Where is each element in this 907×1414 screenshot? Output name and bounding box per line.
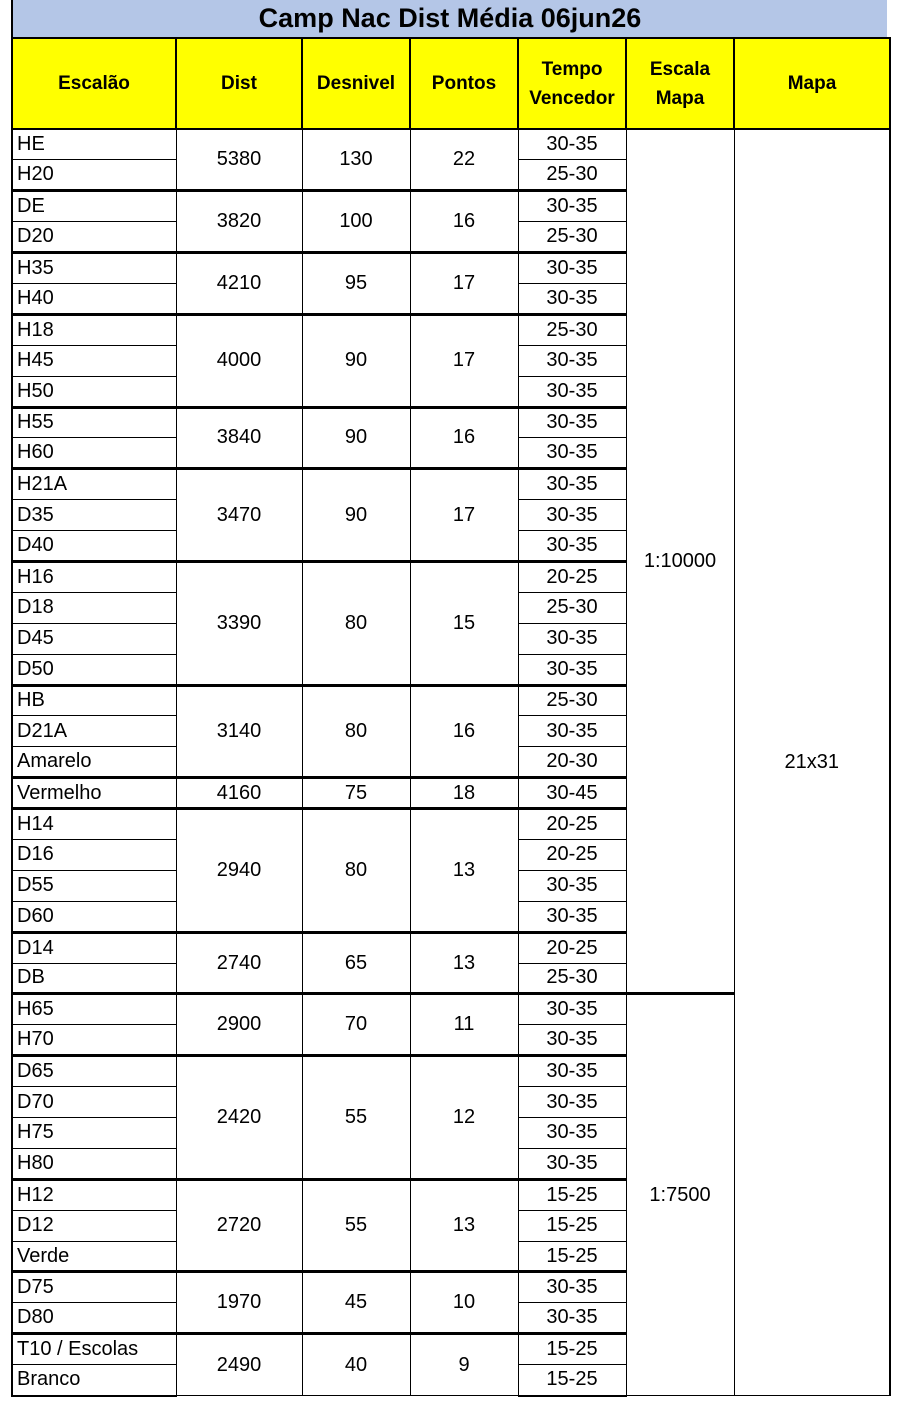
cell-tempo-vencedor: 30-35 [518,1272,626,1303]
cell-escalao: H50 [12,376,176,407]
cell-escalao: DE [12,191,176,222]
cell-escalao: H16 [12,561,176,592]
cell-escalao: D45 [12,623,176,654]
cell-tempo-vencedor: 30-35 [518,531,626,562]
header-escala-line2: Mapa [655,87,705,109]
cell-escalao: D60 [12,901,176,932]
header-tempo-line2: Vencedor [529,87,615,109]
header-desnivel: Desnivel [302,38,410,129]
cell-escalao: Vermelho [12,778,176,809]
cell-escalao: H55 [12,407,176,438]
cell-desnivel: 100 [302,191,410,253]
cell-pontos: 13 [410,1179,518,1272]
cell-tempo-vencedor: 30-35 [518,500,626,531]
cell-escalao: D14 [12,932,176,963]
cell-pontos: 13 [410,809,518,933]
cell-pontos: 17 [410,314,518,407]
cell-tempo-vencedor: 30-35 [518,870,626,901]
cell-escalao: H70 [12,1025,176,1056]
cell-tempo-vencedor: 15-25 [518,1210,626,1241]
cell-escala-mapa: 1:10000 [626,129,734,994]
cell-tempo-vencedor: 30-35 [518,129,626,160]
cell-tempo-vencedor: 25-30 [518,963,626,994]
cell-dist: 3470 [176,469,302,562]
cell-tempo-vencedor: 25-30 [518,314,626,345]
cell-tempo-vencedor: 20-25 [518,561,626,592]
cell-tempo-vencedor: 30-35 [518,345,626,376]
cell-desnivel: 55 [302,1179,410,1272]
cell-desnivel: 40 [302,1334,410,1396]
course-table [11,37,891,1397]
cell-pontos: 13 [410,932,518,994]
cell-dist: 1970 [176,1272,302,1334]
header-escala-line1: Escala [649,58,711,80]
cell-tempo-vencedor: 20-25 [518,932,626,963]
cell-pontos: 15 [410,561,518,685]
cell-tempo-vencedor: 15-25 [518,1179,626,1210]
cell-pontos: 11 [410,994,518,1056]
cell-pontos: 10 [410,1272,518,1334]
cell-escalao: D16 [12,839,176,870]
cell-pontos: 16 [410,685,518,778]
cell-desnivel: 75 [302,778,410,809]
cell-tempo-vencedor: 20-30 [518,747,626,778]
cell-dist: 2420 [176,1056,302,1180]
header-dist: Dist [176,38,302,129]
cell-escalao: D80 [12,1303,176,1334]
cell-tempo-vencedor: 30-35 [518,623,626,654]
cell-mapa: 21x31 [734,129,890,1396]
cell-dist: 3390 [176,561,302,685]
header-escala-mapa [626,38,734,129]
cell-tempo-vencedor: 30-35 [518,191,626,222]
cell-desnivel: 90 [302,407,410,469]
cell-desnivel: 80 [302,685,410,778]
cell-tempo-vencedor: 30-35 [518,1025,626,1056]
cell-pontos: 18 [410,778,518,809]
cell-dist: 3820 [176,191,302,253]
cell-escalao: D12 [12,1210,176,1241]
cell-tempo-vencedor: 30-35 [518,283,626,314]
cell-desnivel: 80 [302,809,410,933]
cell-tempo-vencedor: 30-35 [518,253,626,284]
cell-tempo-vencedor: 25-30 [518,592,626,623]
cell-pontos: 16 [410,407,518,469]
cell-tempo-vencedor: 30-35 [518,901,626,932]
cell-dist: 4000 [176,314,302,407]
cell-escalao: H21A [12,469,176,500]
cell-tempo-vencedor: 20-25 [518,839,626,870]
cell-escalao: H14 [12,809,176,840]
cell-tempo-vencedor: 15-25 [518,1241,626,1272]
cell-escalao: D75 [12,1272,176,1303]
cell-tempo-vencedor: 15-25 [518,1334,626,1365]
cell-tempo-vencedor: 30-35 [518,994,626,1025]
cell-pontos: 12 [410,1056,518,1180]
cell-escalao: H12 [12,1179,176,1210]
cell-desnivel: 90 [302,469,410,562]
header-tempo-vencedor [518,38,626,129]
cell-tempo-vencedor: 20-25 [518,809,626,840]
cell-pontos: 22 [410,129,518,191]
cell-escalao: Amarelo [12,747,176,778]
cell-escalao: H45 [12,345,176,376]
cell-tempo-vencedor: 25-30 [518,685,626,716]
cell-desnivel: 55 [302,1056,410,1180]
table-body [12,129,890,1396]
cell-escalao: D21A [12,716,176,747]
cell-escalao: D50 [12,654,176,685]
cell-dist: 5380 [176,129,302,191]
cell-tempo-vencedor: 15-25 [518,1365,626,1396]
cell-desnivel: 80 [302,561,410,685]
cell-pontos: 17 [410,253,518,315]
cell-dist: 4210 [176,253,302,315]
cell-tempo-vencedor: 30-35 [518,1056,626,1087]
cell-escalao: H40 [12,283,176,314]
cell-pontos: 17 [410,469,518,562]
cell-tempo-vencedor: 30-35 [518,469,626,500]
cell-escalao: D18 [12,592,176,623]
cell-escalao: H65 [12,994,176,1025]
cell-desnivel: 45 [302,1272,410,1334]
cell-dist: 3140 [176,685,302,778]
header-tempo-line1: Tempo [541,58,603,80]
header-escalao: Escalão [12,38,176,129]
cell-escalao: Verde [12,1241,176,1272]
cell-desnivel: 65 [302,932,410,994]
cell-tempo-vencedor: 25-30 [518,160,626,191]
cell-escalao: D40 [12,531,176,562]
header-row [12,38,890,129]
cell-escala-mapa: 1:7500 [626,994,734,1396]
cell-pontos: 16 [410,191,518,253]
cell-escalao: HE [12,129,176,160]
cell-tempo-vencedor: 30-35 [518,376,626,407]
cell-escalao: T10 / Escolas [12,1334,176,1365]
cell-escalao: H20 [12,160,176,191]
cell-dist: 3840 [176,407,302,469]
cell-tempo-vencedor: 30-35 [518,1303,626,1334]
cell-pontos: 9 [410,1334,518,1396]
cell-tempo-vencedor: 30-45 [518,778,626,809]
cell-tempo-vencedor: 30-35 [518,716,626,747]
cell-dist: 2490 [176,1334,302,1396]
page-title: Camp Nac Dist Média 06jun26 [11,0,887,38]
cell-tempo-vencedor: 30-35 [518,654,626,685]
cell-desnivel: 130 [302,129,410,191]
cell-dist: 2940 [176,809,302,933]
cell-escalao: D70 [12,1087,176,1118]
cell-dist: 2900 [176,994,302,1056]
header-mapa: Mapa [734,38,890,129]
cell-tempo-vencedor: 25-30 [518,222,626,253]
cell-tempo-vencedor: 30-35 [518,407,626,438]
cell-tempo-vencedor: 30-35 [518,1148,626,1179]
cell-escalao: DB [12,963,176,994]
cell-desnivel: 95 [302,253,410,315]
cell-escalao: H80 [12,1148,176,1179]
cell-escalao: D55 [12,870,176,901]
cell-tempo-vencedor: 30-35 [518,1118,626,1149]
cell-escalao: H35 [12,253,176,284]
cell-escalao: H60 [12,438,176,469]
cell-desnivel: 70 [302,994,410,1056]
cell-escalao: D20 [12,222,176,253]
cell-escalao: HB [12,685,176,716]
cell-tempo-vencedor: 30-35 [518,1087,626,1118]
cell-escalao: Branco [12,1365,176,1396]
table-row [12,129,890,160]
cell-tempo-vencedor: 30-35 [518,438,626,469]
cell-escalao: H18 [12,314,176,345]
cell-dist: 2740 [176,932,302,994]
cell-desnivel: 90 [302,314,410,407]
cell-dist: 2720 [176,1179,302,1272]
cell-escalao: D65 [12,1056,176,1087]
header-pontos: Pontos [410,38,518,129]
cell-escalao: H75 [12,1118,176,1149]
cell-dist: 4160 [176,778,302,809]
cell-escalao: D35 [12,500,176,531]
